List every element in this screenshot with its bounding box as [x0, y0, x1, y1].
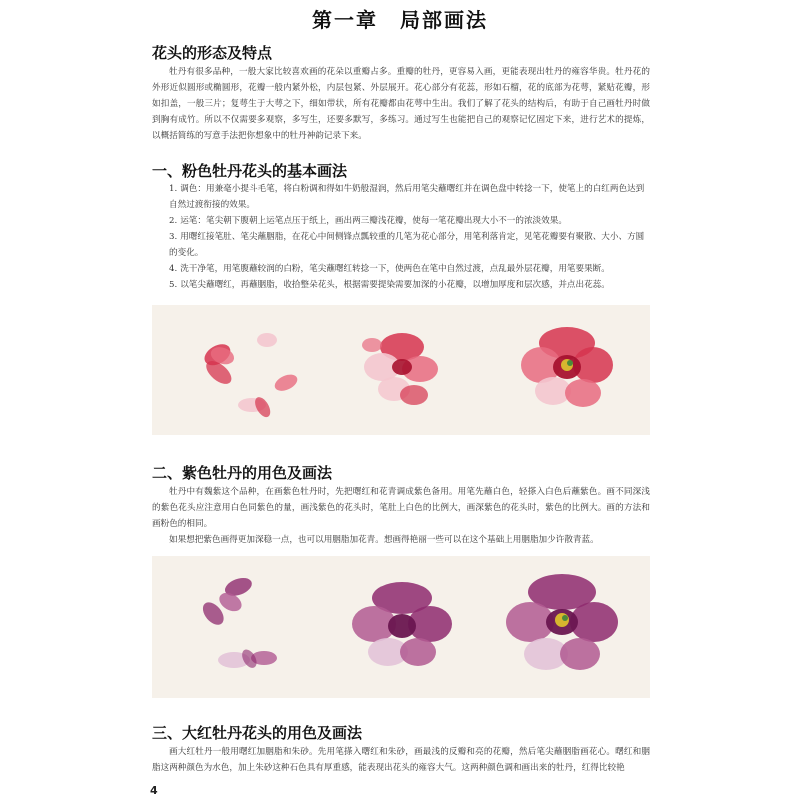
- step-item: 3. 用曙红接笔肚、笔尖蘸胭脂，在花心中间侧锋点瓢较重的几笔为花心部分，用笔利落肯定，见笔花瓣要有聚散、大小、方圆的变化。: [169, 232, 645, 258]
- pink-peony-stage-2: [362, 333, 438, 405]
- pink-peony-illustration: [152, 305, 650, 435]
- purple-paragraph-2: 如果想把紫色画得更加深稳一点，也可以用胭脂加花青。想画得艳丽一些可以在这个基础上用胭脂加少许散青蓝。: [169, 535, 599, 545]
- red-paragraph: 画大红牡丹一般用曙红加胭脂和朱砂。先用笔搽入曙红和朱砂，画最浅的反瓣和亮的花瓣，然后笔尖蘸胭脂画花心。曙红和胭脂这两种颜色为水色，加上朱砂这种石色具有厚重感，能表现出花头的雍容大气。这两种颜色调和画出来的牡丹，红得比较艳: [152, 747, 650, 773]
- pink-peony-stage-3: [521, 327, 613, 407]
- purple-peony-stage-3: [506, 574, 618, 670]
- section-title-red: 三、大红牡丹花头的用色及画法: [152, 724, 363, 742]
- intro-paragraph: 牡丹有很多品种，一般大家比较喜欢画的花朵以重瓣占多。重瓣的牡丹，更容易入画，更能表现出牡丹的雍容华贵。牡丹花的外形近似圆形或椭圆形，花瓣一般内紧外松，内层包紧、外层展开。花心部分有花蕊，形如石榴，花的底部为花萼，紧贴花瓣，形如扣盖，一般三片；复萼生于大萼之下，细如带状，所有花瓣都由花萼中生出。我们了解了花头的结构后，有助于自己画牡丹时做到胸有成竹。所以不仅需要多观察，多写生，还要多默写，多练习。通过写生也能把自己的观察记忆固定下来，进行艺术的提炼，以概括简练的写意手法把你想象中的牡丹神韵记录下来。: [152, 67, 650, 141]
- pink-steps: [152, 181, 650, 293]
- pink-peony-stage-1: [201, 333, 300, 420]
- page-number: 4: [150, 784, 158, 797]
- step-item: 5. 以笔尖蘸曙红，再蘸胭脂，收拾整朵花头，根据需要提染需要加深的小花瓣，以增加厚度和层次感，并点出花蕊。: [169, 280, 610, 290]
- purple-paragraph-1: 牡丹中有魏紫这个品种，在画紫色牡丹时，先把曙红和花青调成紫色备用。用笔先蘸白色，轻搽入白色后蘸紫色。画不同深浅的紫色花头应注意用白色同紫色的量，画浅紫色的花头时，笔肚上白色的比例大，画深紫色的花头时，紫色的比例大。画的方法和画粉色的相同。: [152, 487, 650, 529]
- step-item: 4. 洗干净笔，用笔腹蘸较润的白粉，笔尖蘸曙红转捻一下，使两色在笔中自然过渡，点乱最外层花瓣，用笔要果断。: [169, 264, 610, 274]
- purple-peony-stage-1: [199, 575, 277, 671]
- section-title-pink: 一、粉色牡丹花头的基本画法: [152, 162, 348, 180]
- purple-peony-illustration: [152, 556, 650, 698]
- section-title-purple: 二、紫色牡丹的用色及画法: [152, 464, 333, 482]
- step-item: 1. 调色：用兼毫小提斗毛笔，将白粉调和得如牛奶般湿润，然后用笔尖蘸曙红并在调色盘中转捻一下，使笔上的白红两色达到自然过渡衔接的效果。: [169, 184, 645, 210]
- step-item: 2. 运笔：笔尖朝下腹朝上运笔点压于纸上，画出两三瓣浅花瓣，使每一笔花瓣出现大小不一的浓淡效果。: [169, 216, 567, 226]
- section-title-intro: 花头的形态及特点: [152, 44, 273, 62]
- chapter-title: 第一章 局部画法: [312, 8, 488, 32]
- purple-peony-stage-2: [352, 582, 452, 666]
